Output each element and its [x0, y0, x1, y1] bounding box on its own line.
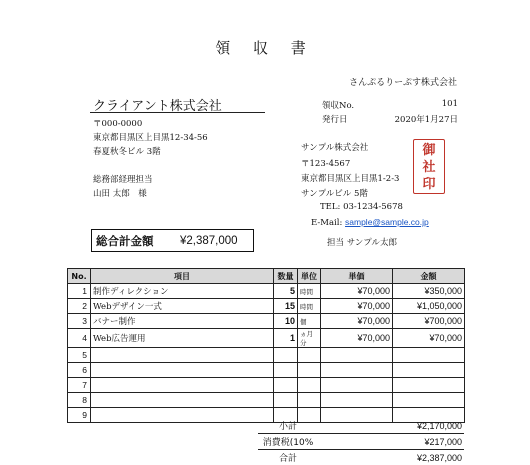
row-item: [91, 348, 274, 363]
seal-char-1: 御: [414, 142, 444, 159]
total-amount-value: ¥2,387,000: [168, 235, 238, 247]
table-row: [68, 284, 465, 299]
total-amount-label: 総合計金額: [92, 233, 168, 249]
header-item: 項目: [91, 269, 274, 284]
client-address-line2: 春夏秋冬ビル 3階: [93, 145, 161, 157]
company-address-line1: 東京都目黒区上目黒1-2-3: [301, 172, 399, 184]
row-amount: [393, 363, 465, 378]
grand-total-row: [258, 450, 464, 465]
row-unit: ヵ月分: [298, 329, 321, 348]
client-person: 山田 太郎 様: [93, 187, 147, 199]
row-unit: [298, 393, 321, 408]
row-unit: [298, 363, 321, 378]
row-amount: [393, 348, 465, 363]
row-qty: 5: [274, 284, 298, 299]
row-amount: ¥1,050,000: [393, 299, 465, 314]
row-unit: 時間: [298, 284, 321, 299]
line-items-table: [67, 268, 465, 423]
row-unit: [298, 378, 321, 393]
header-qty: 数量: [274, 269, 298, 284]
table-row: [68, 393, 465, 408]
row-unit-price: ¥70,000: [321, 329, 393, 348]
row-qty: [274, 363, 298, 378]
document-title: 領 収 書: [0, 37, 530, 58]
grand-total-label: 合計: [258, 450, 318, 465]
subtotal-label: 小計: [258, 418, 318, 434]
row-qty: [274, 348, 298, 363]
company-staff: 担当 サンプル太郎: [327, 236, 397, 248]
total-amount-box: [91, 229, 254, 252]
tax-label: 消費税(10%: [258, 434, 318, 450]
row-item: バナー制作: [91, 314, 274, 329]
row-item: [91, 363, 274, 378]
issue-date-value: 2020年1月27日: [395, 113, 458, 125]
receipt-no-label: 領収No.: [322, 99, 354, 111]
seal-char-2: 社: [414, 159, 444, 176]
company-postal: 〒123-4567: [301, 157, 350, 169]
header-unit-price: 単価: [321, 269, 393, 284]
row-no: 4: [68, 329, 91, 348]
row-unit: 時間: [298, 299, 321, 314]
issuer-header-name: さんぷるりーぷす株式会社: [349, 75, 457, 88]
row-no: 5: [68, 348, 91, 363]
row-no: 9: [68, 408, 91, 423]
email-label: E-Mail:: [311, 218, 345, 228]
row-item: Web広告運用: [91, 329, 274, 348]
row-no: 7: [68, 378, 91, 393]
row-unit-price: [321, 363, 393, 378]
header-no: No.: [68, 269, 91, 284]
row-amount: ¥350,000: [393, 284, 465, 299]
client-postal: 〒000-0000: [93, 117, 142, 129]
client-address-line1: 東京都目黒区上目黒12-34-56: [93, 131, 208, 143]
subtotal-row: [258, 418, 464, 434]
client-name: クライアント株式会社: [93, 95, 222, 114]
row-item: [91, 408, 274, 423]
table-row: [68, 378, 465, 393]
row-item: [91, 378, 274, 393]
row-qty: 1: [274, 329, 298, 348]
row-unit: [298, 348, 321, 363]
row-item: 制作ディレクション: [91, 284, 274, 299]
row-amount: ¥70,000: [393, 329, 465, 348]
header-unit: 単位: [298, 269, 321, 284]
subtotal-value: ¥2,170,000: [318, 418, 464, 434]
row-item: [91, 393, 274, 408]
tax-row: [258, 434, 464, 450]
company-seal-stamp: [413, 139, 445, 194]
table-row: [68, 348, 465, 363]
row-amount: ¥700,000: [393, 314, 465, 329]
row-qty: [274, 378, 298, 393]
grand-total-value: ¥2,387,000: [318, 450, 464, 465]
company-tel: TEL: 03-1234-5678: [320, 202, 403, 212]
company-name: サンプル株式会社: [301, 141, 368, 153]
summary-table: [258, 418, 464, 465]
row-unit: 個: [298, 314, 321, 329]
tax-value: ¥217,000: [318, 434, 464, 450]
row-unit-price: ¥70,000: [321, 314, 393, 329]
row-no: 6: [68, 363, 91, 378]
table-row: [68, 314, 465, 329]
row-no: 8: [68, 393, 91, 408]
row-no: 1: [68, 284, 91, 299]
header-amount: 金額: [393, 269, 465, 284]
company-address-line2: サンプルビル 5階: [301, 187, 368, 199]
table-row: [68, 363, 465, 378]
table-row: [68, 329, 465, 348]
row-item: Webデザイン一式: [91, 299, 274, 314]
row-unit-price: [321, 348, 393, 363]
row-qty: 15: [274, 299, 298, 314]
row-qty: [274, 393, 298, 408]
email-link[interactable]: sample@sample.co.jp: [345, 217, 429, 227]
row-no: 3: [68, 314, 91, 329]
row-qty: 10: [274, 314, 298, 329]
row-no: 2: [68, 299, 91, 314]
seal-char-3: 印: [414, 176, 444, 193]
row-unit-price: [321, 393, 393, 408]
row-unit-price: [321, 378, 393, 393]
row-amount: [393, 393, 465, 408]
table-row: [68, 299, 465, 314]
row-unit-price: ¥70,000: [321, 299, 393, 314]
issue-date-label: 発行日: [322, 113, 348, 125]
table-header-row: [68, 269, 465, 284]
receipt-no-value: 101: [442, 99, 458, 109]
row-amount: [393, 378, 465, 393]
row-unit-price: ¥70,000: [321, 284, 393, 299]
client-department: 総務部経理担当: [93, 173, 153, 185]
company-email-row: [311, 217, 429, 228]
client-name-underline: [90, 112, 265, 113]
